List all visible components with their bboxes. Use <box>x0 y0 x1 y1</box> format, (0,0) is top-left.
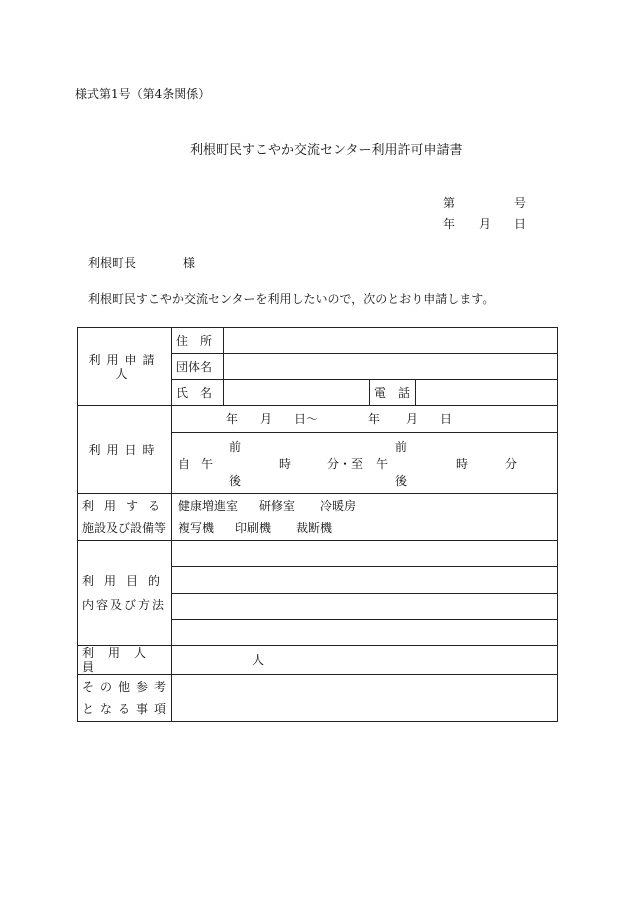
addressee-name: 利根町長 <box>88 256 137 270</box>
document-title: 利根町民すこやか交流センター利用許可申請書 <box>190 143 463 158</box>
purpose-label-line1: 利用目的 <box>82 574 171 588</box>
people-field[interactable] <box>172 646 558 675</box>
purpose-line-2[interactable] <box>172 567 558 593</box>
hour1: 時 <box>279 457 292 471</box>
noon2: 午 <box>376 457 389 471</box>
address-label: 住 所 <box>172 328 224 354</box>
purpose-line-1[interactable] <box>172 541 558 567</box>
min2: 分 <box>505 457 518 471</box>
range-day-from: 日～ <box>294 412 319 426</box>
datetime-label: 利用日時 <box>78 406 172 494</box>
form-number: 様式第1号（第4条関係） <box>75 87 211 101</box>
purpose-line-4[interactable] <box>172 619 558 645</box>
date-year: 年 <box>443 217 456 231</box>
hour2: 時 <box>456 457 469 471</box>
range-day-to: 日 <box>440 412 453 426</box>
address-field[interactable] <box>224 328 558 354</box>
date-range-field[interactable] <box>172 406 558 433</box>
number-go: 号 <box>514 196 527 210</box>
addressee-honorific: 様 <box>183 256 196 270</box>
phone-field[interactable] <box>416 380 558 406</box>
people-label: 利用人員 <box>78 646 172 675</box>
range-year-from: 年 <box>226 412 239 426</box>
purpose-label-line2: 内容及び方法 <box>82 598 167 612</box>
facility-copier[interactable]: 複写機 <box>178 521 215 535</box>
time-range-field[interactable] <box>172 433 558 494</box>
other-label-line1: その他参考 <box>82 680 173 694</box>
noon1: 午 <box>201 457 214 471</box>
application-table <box>77 327 558 722</box>
range-month-to: 月 <box>406 412 419 426</box>
date-month: 月 <box>479 217 492 231</box>
name-field[interactable] <box>224 380 370 406</box>
intro-text: 利根町民すこやか交流センターを利用したいので，次のとおり申請します。 <box>88 292 495 306</box>
name-label: 氏 名 <box>172 380 224 406</box>
facilities-field[interactable] <box>172 494 558 541</box>
facilities-label <box>78 494 172 541</box>
facility-printer[interactable]: 印刷機 <box>235 521 272 535</box>
facilities-label-line2: 施設及び設備等 <box>82 521 167 535</box>
group-field[interactable] <box>224 354 558 380</box>
people-unit: 人 <box>252 653 265 667</box>
am1: 前 <box>229 440 242 454</box>
other-label <box>78 675 172 722</box>
other-field[interactable] <box>172 675 558 722</box>
facility-aircon[interactable]: 冷暖房 <box>320 499 357 513</box>
group-label: 団体名 <box>172 354 224 380</box>
phone-label: 電 話 <box>370 380 416 406</box>
date-day: 日 <box>514 217 527 231</box>
range-year-to: 年 <box>368 412 381 426</box>
facilities-label-line1: 利用する <box>82 499 171 513</box>
applicant-label: 利用申請人 <box>78 328 172 406</box>
facility-training-room[interactable]: 研修室 <box>259 499 296 513</box>
am2: 前 <box>395 440 408 454</box>
pm2: 後 <box>395 474 408 488</box>
facility-health-room[interactable]: 健康増進室 <box>178 499 239 513</box>
purpose-line-3[interactable] <box>172 593 558 619</box>
range-month-from: 月 <box>260 412 273 426</box>
other-label-line2: となる事項 <box>82 702 173 716</box>
from-label: 自 <box>178 457 191 471</box>
number-dai: 第 <box>443 196 456 210</box>
min-to: 分・至 <box>327 457 364 471</box>
purpose-label <box>78 541 172 646</box>
facility-cutter[interactable]: 裁断機 <box>296 521 333 535</box>
pm1: 後 <box>229 474 242 488</box>
